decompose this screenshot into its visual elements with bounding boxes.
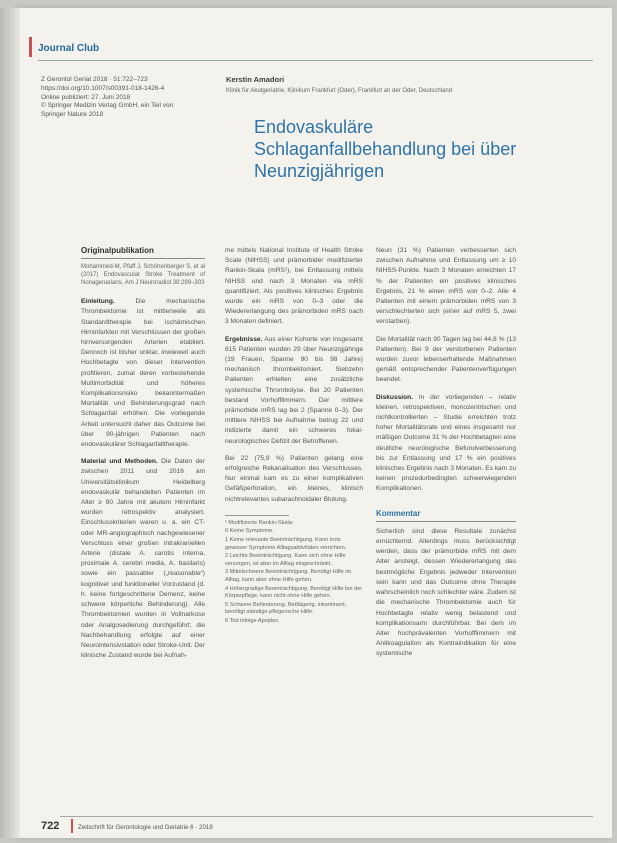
text-results: Aus einer Kohorte von insgesamt 615 Patienten wurden 29 über Neunzigjährige (19 Frauen, Spanne 90 bis 98 Jahre) mechanisch thrombektomiert. Siebzehn Patienten erhielten eine zusätzliche systemische Thrombolyse. Bei 20 Patienten bestand Vorhofflimmern. Der mittlere prämorbide mRS lag bei 2 (Spanne 0–3). Der mittlere NIHSS bei Aufnahme betrug 22 und indizierte damit ein schweres fokal-neurologisches Defizit der Betroffenen.	[225, 335, 363, 445]
author-name: Kerstin Amadori	[226, 75, 285, 84]
column-right	[376, 246, 516, 667]
footer-accent-bar	[71, 819, 73, 833]
meta-copyright: © Springer Medizin Verlag GmbH, ein Teil von	[41, 102, 174, 110]
paragraph-results-2: Bei 22 (75,9 %) Patienten gelang eine erfolgreiche Rekanalisation des Verschlusses. Nur einmal kam es zu einer komplikativen Gefäßperforation, ein kleines, klinisch nichtrelevantes subarachnoidaler Blutung.	[225, 454, 363, 503]
original-publication-heading: Originalpublikation	[81, 246, 205, 259]
paragraph-results	[225, 335, 363, 447]
footnote-item: 3 Mittelschwere Beeinträchtigung. Benötigt Hilfe im Alltag, kann aber ohne Hilfe gehen.	[225, 569, 352, 584]
column-middle	[225, 246, 363, 627]
footnote-item: 5 Schwere Behinderung. Bettlägerig, inkontinent, benötigt ständige pflegerische Hilfe.	[225, 601, 347, 616]
paragraph-methods-cont: me mittels National Institute of Health Stroke Scale (NIHSS) und prämorbider modifizierter Rankin-Skala (mRS¹), bei Entlassung mittels NIHSS und nach 3 Monaten via mRS quantifiziert. Als positives klinisches Ergebnis wurde ein mRS von 0–3 oder die Wiedererlangung des prämorbiden mRS nach 3 Monaten definiert.	[225, 247, 363, 326]
footnote-item: 1 Keine relevante Beeinträchtigung. Kann trotz gewisser Symptome Alltagsaktivitäten verrichten.	[225, 537, 347, 551]
publication-meta	[41, 76, 236, 120]
paragraph-mortality: Die Mortalität nach 90 Tagen lag bei 44,8 % (13 Patienten). Bei 9 der verstorbenen Patienten wurden zuvor lebenserhaltende Maßnahmen gemäß entsprechender Patientenverfügungen beendet.	[376, 335, 516, 384]
lead-introduction: Einleitung.	[81, 298, 115, 306]
lead-discussion: Diskussion.	[376, 393, 414, 401]
footer-rule	[60, 816, 593, 817]
meta-copyright-cont: Springer Nature 2018	[41, 111, 104, 119]
paragraph-discussion	[376, 393, 516, 495]
title-line: Endovaskuläre	[254, 117, 374, 137]
lead-results: Ergebnisse.	[225, 335, 263, 343]
column-left	[81, 246, 205, 668]
section-accent-bar	[29, 37, 32, 57]
page-number: 722	[41, 820, 60, 832]
author-affiliation: Klinik für Akutgeriatrie, Klinikum Frankfurt (Oder), Frankfurt an der Oder, Deutschland	[226, 88, 453, 94]
journal-name: Zeitschrift für Gerontologie und Geriatrie 6 · 2018	[78, 824, 213, 831]
footnote-item: 0 Keine Symptome.	[225, 528, 274, 535]
title-line: Schlaganfallbehandlung bei über	[254, 139, 517, 159]
footnote-item: 4 Höhergradige Beeinträchtigung. Benötigt Hilfe bei der Körperpflege, kann nicht ohne Hilfe gehen.	[225, 585, 363, 600]
footnote-item: ¹ Modifizierte Rankin-Skala:	[225, 519, 294, 526]
comment-heading: Kommentar	[376, 509, 516, 522]
footnotes	[225, 520, 363, 626]
text-introduction: Die mechanische Thrombektomie ist mittlerweile als Standardtherapie bei ischämischen Hirninfarkten mit Verschlüssen der großen hirnversorgenden Arterien etabliert. Dennoch ist bisher unklar, inwieweit auch Hochbetagte von dieser Intervention profitieren, zumal deren vorbestehende Multimorbidität und höheres Komplikationsrisiko bekanntermaßen Mortalität und Behinderungsgrad nach Schlaganfall erhöhen. Die vorliegende Arbeit untersucht daher das Outcome bei über 90-jährigen Patienten nach endovaskulärer Schlaganfalltherapie.	[81, 298, 205, 449]
text-discussion: In der vorliegenden – relativ kleinen, retrospektiven, monozentrischen und nichtkontrollierten – Studie erreichten trotz hoher Mortalitätsrate und eines insgesamt nur mäßigen Outcome 31 % der Hochbetagten eine deutliche neurologische Befundverbesserung bis zur Entlassung und 17 % ein positives klinisches Ergebnis nach 3 Monaten. Es kam zu keinen prozedurbedingten schwerwiegenden Komplikationen.	[376, 393, 517, 493]
footnote-item: 6 Tod infolge Apoplex.	[225, 618, 280, 624]
footnote-rule	[225, 515, 289, 516]
journal-page	[20, 8, 612, 838]
meta-citation: Z Gerontol Geriat 2018 · 51:722–723	[41, 76, 148, 83]
text-methods: Die Daten der zwischen 2011 und 2016 am Universitätsklinikum Heidelberg endovaskulär behandelten Patienten im Alter ≥ 90 Jahre mit akutem Hirninfarkt wurden retrospektiv analysiert. Einschlusskriterien waren u. a. ein CT- oder MR-angiographisch nachgewiesener Verschluss einer großen intrakraniellen Arterie (distale A. carotis interna, proximale A. cerebri media, A. basilaris) sowie ein passabler („reasonable“) kognitiver und funktioneller Vorzustand (d. h. keine fortgeschrittene Demenz, keine schwere körperliche Behinderung). Alle Thrombektomien wurden in Vollnarkose oder Analgosedierung durchgeführt; die Nachbehandlung erfolgte auf einer Neurointensivstation oder Stroke-Unit. Der klinische Zustand wurde bei Aufnah-	[81, 458, 205, 660]
paragraph-comment: Sicherlich sind diese Resultate zunächst ernüchternd. Allerdings muss berücksichtigt werden, dass der prämorbide mRS mit dem Alter ansteigt, dessen Wiedererlangung das bestmögliche Ergebnis jedweder Intervention sein kann und das Outcome ohne Therapie wahrscheinlich noch schlechter wäre. Zudem ist die mechanische Thrombektomie auch für Hochbetagte relativ wenig belastend und komplikationsarm durchführbar. Bei dem im Alter hochprävalenten Vorhofflimmern mit Antikoagulation als Kontraindikation für eine systemische	[376, 527, 516, 658]
original-publication-reference: Mohammed-M, Pfaff J, Schönenberger S, et al (2017) Endovascular Stroke Treatment of Nonagenarians. Am J Neuroradiol 38:299–303	[81, 264, 205, 287]
section-label: Journal Club	[38, 43, 100, 54]
paragraph-methods	[81, 457, 205, 661]
meta-doi[interactable]: https://doi.org/10.1007/s00391-018-1426-4	[41, 84, 165, 92]
paragraph-results-3: Neun (31 %) Patienten verbesserten sich zwischen Aufnahme und Entlassung um ≥ 10 NIHSS-Punkte. Nach 3 Monaten erreichten 17 % der Patienten ein positives klinisches Ergebnis, 21 % einen mRS von 0–2. Alle 4 Patienten mit einem prämorbiden mRS von 3 verschlechterten sich (einer auf mRS 5, zwei verstarben).	[376, 247, 516, 326]
footnote-item: 2 Leichte Beeinträchtigung. Kann sich ohne Hilfe versorgen, ist aber im Alltag eingeschränkt.	[225, 553, 346, 567]
article-title	[254, 116, 594, 182]
paragraph-introduction	[81, 297, 205, 450]
meta-online-date: Online publiziert: 27. Juni 2018	[41, 93, 131, 101]
header-rule	[38, 60, 593, 61]
lead-methods: Material und Methoden.	[81, 458, 158, 466]
title-line: Neunzigjährigen	[254, 161, 385, 181]
